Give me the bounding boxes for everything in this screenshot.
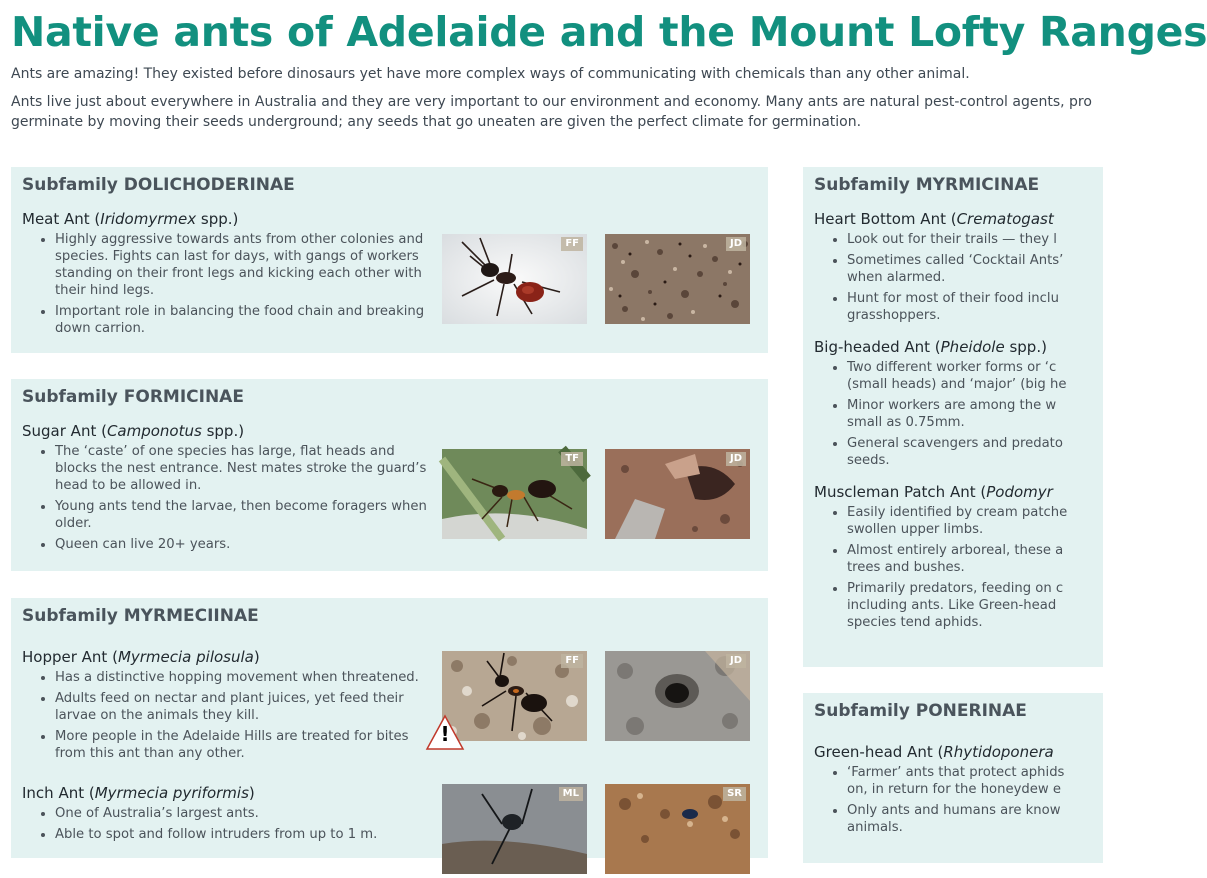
subfamily-heading: Subfamily PONERINAE <box>814 701 1027 721</box>
fact-line: Primarily predators, feeding on c <box>847 581 1064 596</box>
photo-credit: JD <box>726 452 746 466</box>
panel-formicinae <box>11 379 768 571</box>
fact-list <box>814 764 1092 836</box>
species-title <box>814 210 1092 228</box>
common-name: Meat Ant ( <box>22 210 101 228</box>
name-suffix: spp.) <box>1004 338 1047 356</box>
fact-list <box>22 231 441 337</box>
scientific-name: Iridomyrmex <box>100 210 197 228</box>
fact-line: Hunt for most of their food inclu <box>847 291 1059 306</box>
species-big-headed-ant <box>814 338 1092 469</box>
photo-credit: FF <box>561 654 583 668</box>
fact-line: Two different worker forms or ‘c <box>847 360 1057 375</box>
panel-myrmeciinae <box>11 598 768 858</box>
fact-list <box>22 443 440 553</box>
species-green-head-ant <box>814 743 1092 836</box>
species-title <box>22 784 440 802</box>
species-heart-bottom-ant <box>814 210 1092 324</box>
fact-item: • Has a distinctive hopping movement when threatened. <box>55 669 440 686</box>
fact-line: (small heads) and ‘major’ (big he <box>847 377 1067 392</box>
subfamily-heading: Subfamily MYRMECIINAE <box>22 606 259 626</box>
scientific-name: Myrmecia pyriformis <box>94 784 249 802</box>
intro-paragraph-2-line-2: germinate by moving their seeds underground; any seeds that go uneaten are given the perfect climate for germination. <box>11 114 862 130</box>
fact-line: trees and bushes. <box>847 560 965 575</box>
fact-item: • Adults feed on nectar and plant juices, yet feed their larvae on the animals they kill. <box>55 690 440 724</box>
common-name: Heart Bottom Ant ( <box>814 210 957 228</box>
fact-line: swollen upper limbs. <box>847 522 984 537</box>
fact-list <box>814 231 1092 324</box>
common-name: Muscleman Patch Ant ( <box>814 483 987 501</box>
subfamily-heading: Subfamily DOLICHODERINAE <box>22 175 295 195</box>
species-title <box>22 422 757 440</box>
common-name: Inch Ant ( <box>22 784 95 802</box>
species-title <box>22 210 757 228</box>
common-name: Big-headed Ant ( <box>814 338 941 356</box>
fact-line: ‘Farmer’ ants that protect aphids <box>847 765 1065 780</box>
fact-line: when alarmed. <box>847 270 946 285</box>
fact-item <box>847 435 1092 469</box>
panel-ponerinae <box>803 693 1103 863</box>
photo-meat-ant-closeup <box>442 234 587 324</box>
scientific-name: Pheidole <box>940 338 1005 356</box>
fact-item <box>847 397 1092 431</box>
fact-item <box>847 290 1092 324</box>
fact-item: • One of Australia’s largest ants. <box>55 805 440 822</box>
fact-item <box>847 542 1092 576</box>
photo-hopper-ant-nest <box>605 651 750 741</box>
panel-myrmicinae <box>803 167 1103 667</box>
photo-inch-ant-nest <box>605 784 750 874</box>
scientific-name: Podomyr <box>986 483 1053 501</box>
name-suffix: spp.) <box>201 422 245 440</box>
scientific-name: Camponotus <box>106 422 202 440</box>
fact-line: small as 0.75mm. <box>847 415 965 430</box>
name-suffix: ) <box>248 784 255 802</box>
species-inch-ant <box>22 784 440 847</box>
scientific-name: Crematogast <box>956 210 1054 228</box>
photo-inch-ant-closeup <box>442 784 587 874</box>
photo-credit: JD <box>726 654 746 668</box>
fact-item: • Important role in balancing the food chain and breaking down carrion. <box>55 303 441 337</box>
species-muscleman-patch-ant <box>814 483 1092 631</box>
fact-item: • Queen can live 20+ years. <box>55 536 440 553</box>
fact-line: Only ants and humans are know <box>847 803 1061 818</box>
fact-item <box>847 504 1092 538</box>
fact-line: on, in return for the honeydew e <box>847 782 1061 797</box>
scientific-name: Myrmecia pilosula <box>117 648 254 666</box>
fact-item <box>847 802 1092 836</box>
fact-line: Minor workers are among the w <box>847 398 1057 413</box>
fact-item <box>847 580 1092 631</box>
fact-item <box>847 231 1092 248</box>
name-suffix: spp.) <box>196 210 239 228</box>
species-title <box>814 483 1092 501</box>
photo-credit: TF <box>561 452 583 466</box>
fact-item: • The ‘caste’ of one species has large, flat heads and blocks the nest entrance. Nest mates stroke the guard’s head to be allowed in. <box>55 443 440 494</box>
common-name: Green-head Ant ( <box>814 743 944 761</box>
fact-line: species tend aphids. <box>847 615 983 630</box>
fact-line: Easily identified by cream patche <box>847 505 1068 520</box>
fact-line: grasshoppers. <box>847 308 941 323</box>
photo-credit: FF <box>561 237 583 251</box>
fact-list <box>814 359 1092 469</box>
subfamily-heading: Subfamily FORMICINAE <box>22 387 244 407</box>
photo-meat-ant-nest <box>605 234 750 324</box>
fact-line: Look out for their trails — they l <box>847 232 1057 247</box>
name-suffix: ) <box>253 648 260 666</box>
panel-dolichoderinae <box>11 167 768 353</box>
common-name: Sugar Ant ( <box>22 422 107 440</box>
common-name: Hopper Ant ( <box>22 648 118 666</box>
fact-line: Almost entirely arboreal, these a <box>847 543 1064 558</box>
fact-line: animals. <box>847 820 903 835</box>
page-title: Native ants of Adelaide and the Mount Lofty Ranges <box>11 8 1207 56</box>
warning-triangle-icon <box>425 714 465 756</box>
subfamily-heading: Subfamily MYRMICINAE <box>814 175 1040 195</box>
photo-sugar-ant-nest <box>605 449 750 539</box>
intro-paragraph-2-line-1: Ants live just about everywhere in Australia and they are very important to our environment and economy. Many ants are natural pest-control agents, pro <box>11 94 1092 110</box>
scientific-name: Rhytidoponera <box>943 743 1054 761</box>
fact-list <box>814 504 1092 631</box>
fact-list <box>22 669 440 762</box>
fact-item <box>847 359 1092 393</box>
warning-symbol: ! <box>440 722 450 746</box>
fact-list <box>22 805 440 843</box>
species-title <box>814 743 1092 761</box>
fact-line: Sometimes called ‘Cocktail Ants’ <box>847 253 1064 268</box>
fact-item <box>847 764 1092 798</box>
photo-credit: ML <box>559 787 583 801</box>
fact-line: seeds. <box>847 453 890 468</box>
fact-item: • Highly aggressive towards ants from other colonies and species. Fights can last for days, with gangs of workers standing on their front legs and kicking each other with their hind legs. <box>55 231 441 299</box>
fact-line: General scavengers and predato <box>847 436 1063 451</box>
intro-paragraph-1: Ants are amazing! They existed before dinosaurs yet have more complex ways of communicating with chemicals than any other animal. <box>11 66 970 82</box>
fact-item: • Able to spot and follow intruders from up to 1 m. <box>55 826 440 843</box>
fact-item: • Young ants tend the larvae, then become foragers when older. <box>55 498 440 532</box>
fact-item <box>847 252 1092 286</box>
photo-credit: JD <box>726 237 746 251</box>
fact-item: • More people in the Adelaide Hills are treated for bites from this ant than any other. <box>55 728 440 762</box>
photo-sugar-ant-closeup <box>442 449 587 539</box>
species-title <box>814 338 1092 356</box>
fact-line: including ants. Like Green-head <box>847 598 1057 613</box>
photo-credit: SR <box>723 787 746 801</box>
